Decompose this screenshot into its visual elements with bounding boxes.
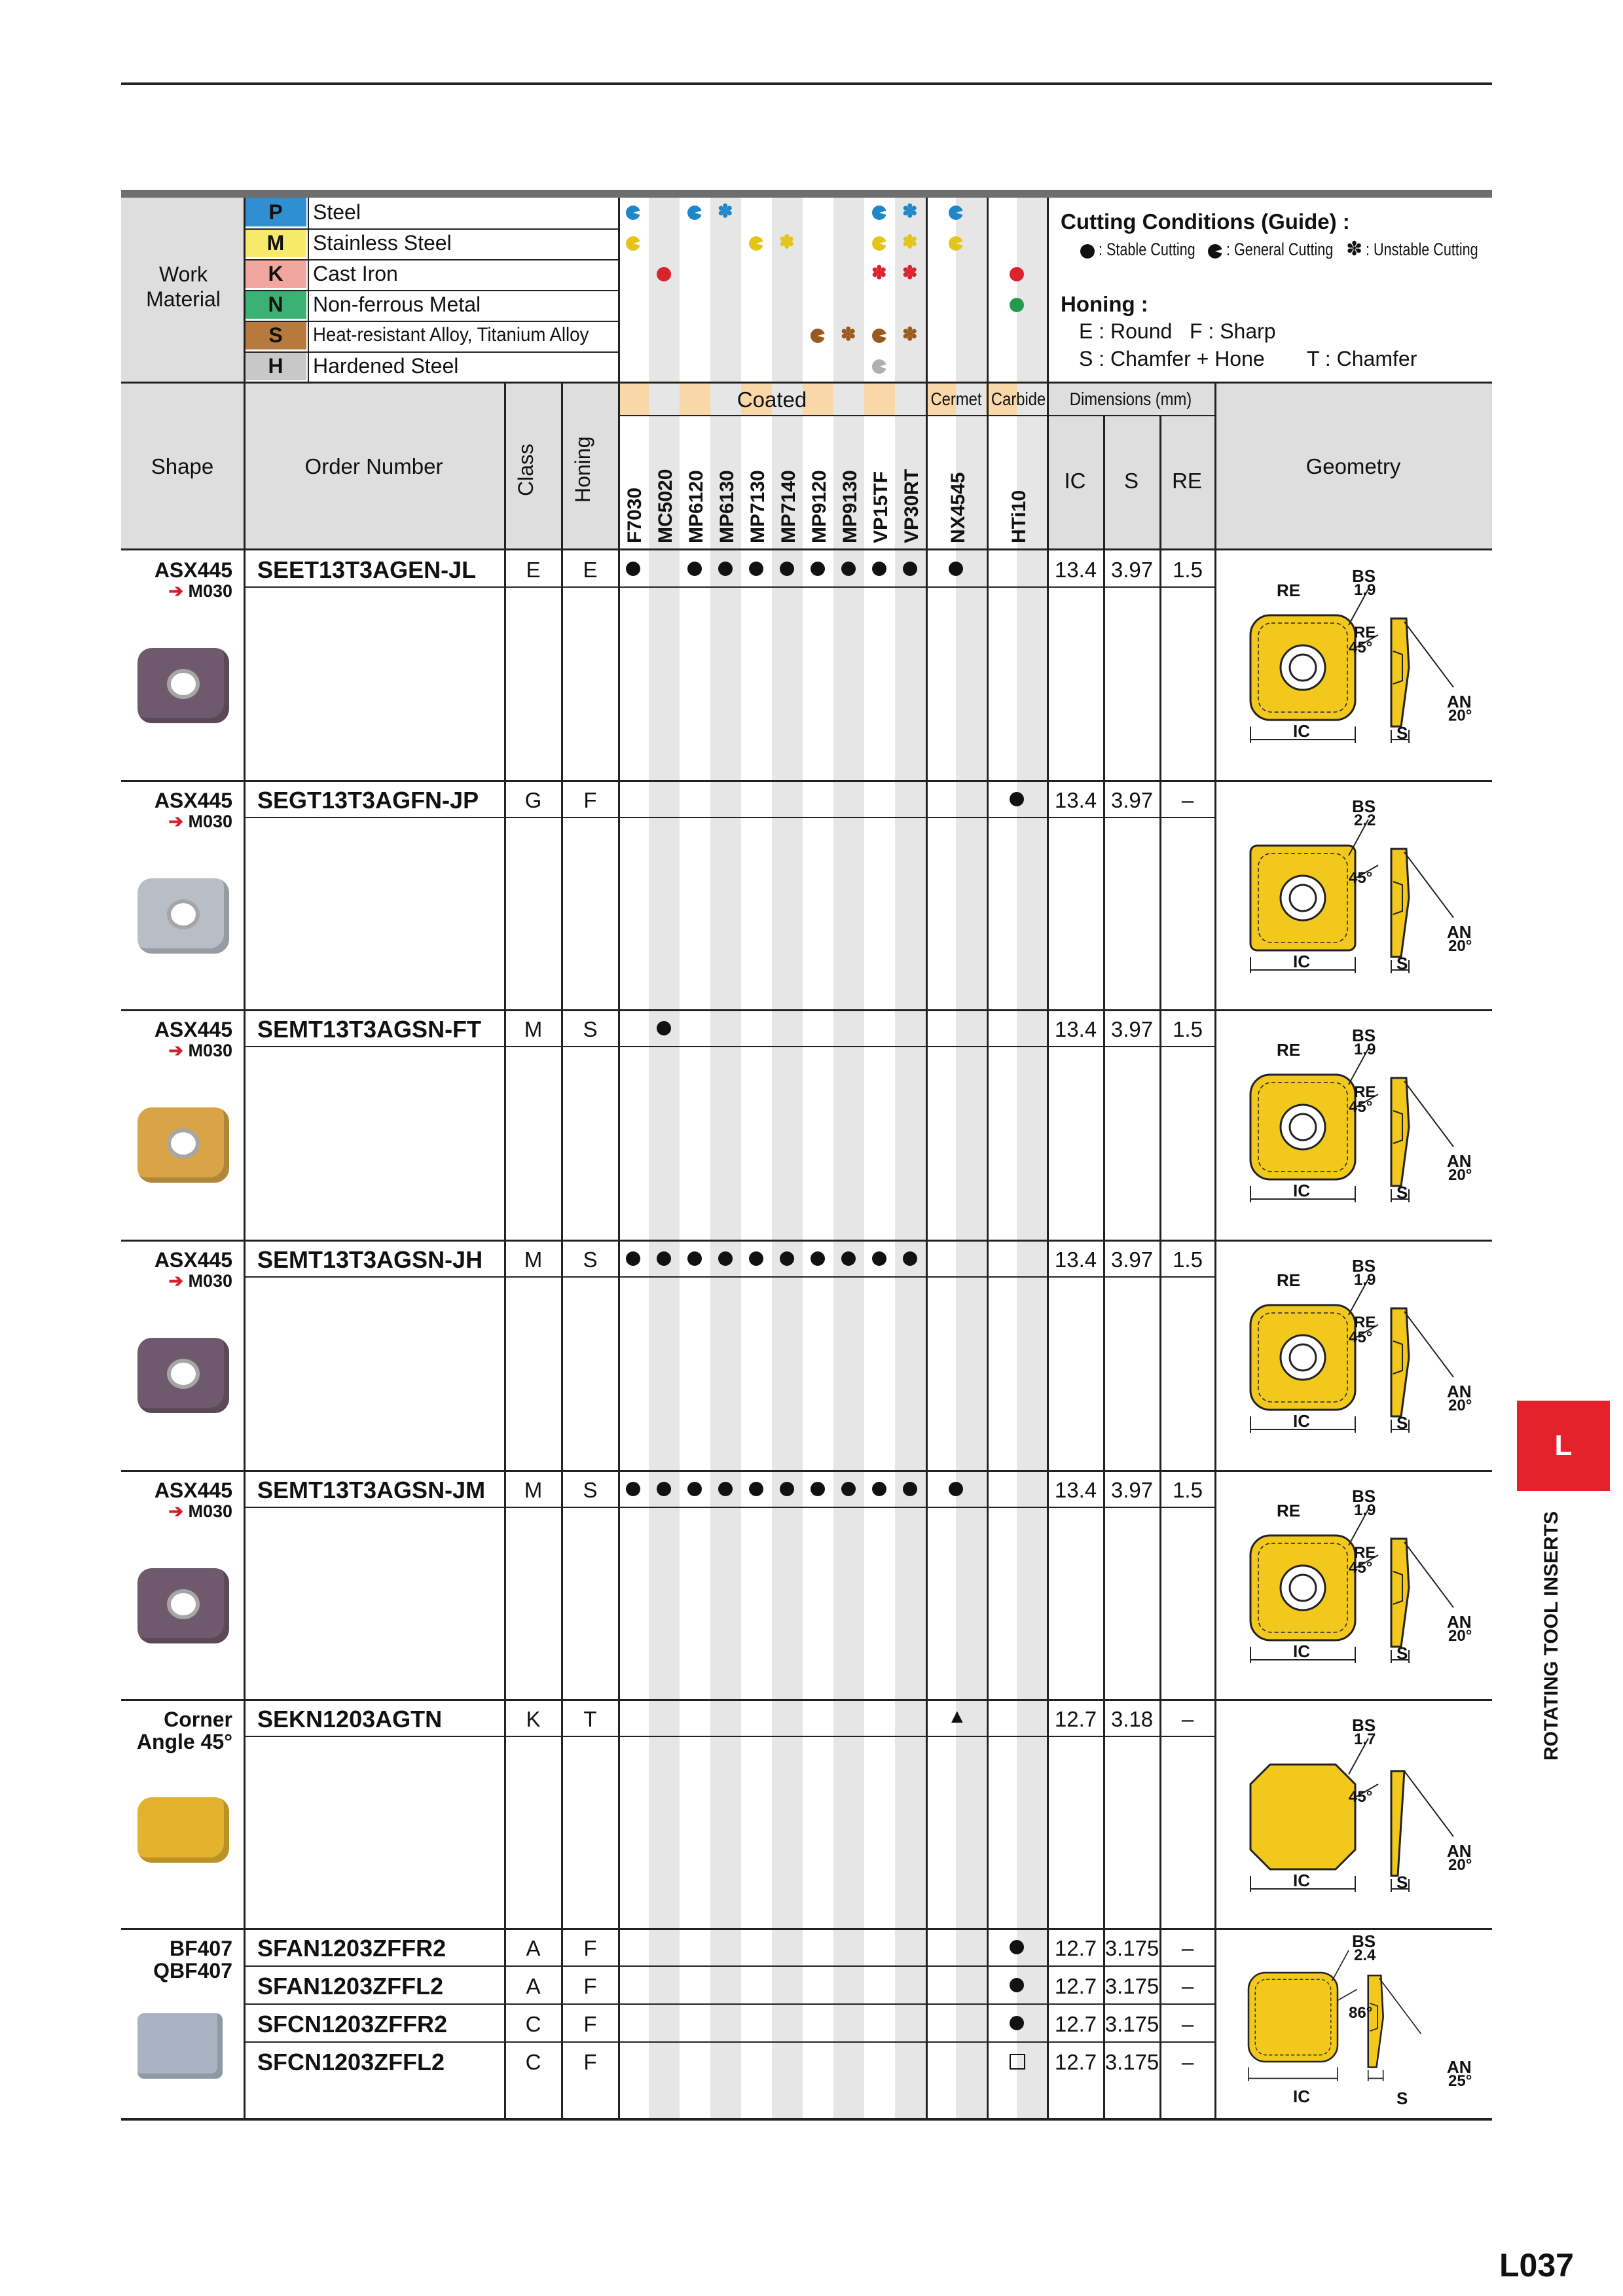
s-header: S bbox=[1123, 469, 1139, 493]
material-name: Cast Iron bbox=[313, 262, 398, 285]
s-value: 3.175 bbox=[1104, 1974, 1159, 1998]
geometry-s-label: S bbox=[1396, 1183, 1408, 1202]
geometry-ic-label: IC bbox=[1293, 1871, 1310, 1890]
unstable-cutting-mark: ✽ bbox=[718, 201, 733, 221]
shape-name: ASX445 bbox=[154, 789, 232, 812]
availability-dot bbox=[949, 562, 963, 576]
table-row bbox=[0, 1240, 1623, 1470]
ic-value: 13.4 bbox=[1054, 788, 1097, 812]
grade-name-hti10: HTi10 bbox=[1008, 490, 1030, 543]
geometry-angle-label: 45° bbox=[1349, 639, 1373, 656]
availability-dot bbox=[872, 562, 886, 576]
header-divider bbox=[121, 382, 1492, 384]
honing-value: F bbox=[583, 788, 597, 812]
geometry-angle-label: 45° bbox=[1349, 869, 1373, 887]
grade-name-vp15tf: VP15TF bbox=[870, 471, 892, 543]
availability-dot bbox=[718, 1251, 733, 1266]
geometry-header: Geometry bbox=[1305, 454, 1401, 478]
s-value: 3.97 bbox=[1110, 1478, 1154, 1502]
row-first-line bbox=[244, 586, 1214, 588]
re-value: 1.5 bbox=[1173, 1017, 1203, 1041]
availability-dot bbox=[657, 1251, 671, 1266]
subrow-line bbox=[244, 1965, 1214, 1967]
stable-cutting-mark bbox=[657, 267, 671, 281]
geometry-bs-value: 1.9 bbox=[1354, 1271, 1376, 1289]
order-number[interactable]: SEMT13T3AGSN-JM bbox=[257, 1477, 486, 1503]
reference-link[interactable] bbox=[98, 1041, 232, 1061]
class-value: M bbox=[524, 1247, 543, 1272]
unstable-cutting-mark: ✽ bbox=[902, 262, 918, 283]
grade-name-mp9130: MP9130 bbox=[839, 470, 861, 543]
order-number[interactable]: SEKN1203AGTN bbox=[257, 1706, 443, 1732]
availability-triangle: ▲ bbox=[947, 1706, 967, 1727]
reference-link[interactable] bbox=[98, 1271, 232, 1291]
availability-dot bbox=[626, 1482, 640, 1496]
grade-name-mp9120: MP9120 bbox=[809, 470, 830, 543]
geometry-drawing bbox=[1237, 1483, 1460, 1676]
geometry-bs-value: 1.9 bbox=[1354, 1501, 1376, 1519]
unstable-cutting-mark: ✽ bbox=[902, 232, 918, 252]
coated-header-bottom bbox=[618, 415, 1214, 416]
class-value: G bbox=[524, 788, 542, 812]
row-first-line bbox=[244, 1507, 1214, 1508]
availability-dot bbox=[903, 1482, 917, 1496]
availability-dot bbox=[718, 562, 733, 576]
geometry-bs-label: BS bbox=[1352, 1486, 1376, 1506]
geometry-ic-label: IC bbox=[1293, 2087, 1310, 2106]
availability-dot bbox=[780, 1251, 794, 1266]
ic-value: 13.4 bbox=[1054, 1017, 1097, 1041]
arrow-right-icon: ➔ bbox=[168, 812, 189, 831]
work-material-label: Work Material bbox=[146, 262, 221, 311]
reference-link[interactable] bbox=[98, 581, 232, 601]
page-number: L037 bbox=[1499, 2247, 1574, 2284]
geometry-ic-label: IC bbox=[1293, 1641, 1310, 1661]
ic-header: IC bbox=[1064, 469, 1086, 493]
honing-value: F bbox=[583, 1974, 597, 1998]
s-value: 3.97 bbox=[1110, 558, 1154, 582]
material-name: Hardened Steel bbox=[313, 354, 459, 378]
honing-header: Honing bbox=[571, 436, 594, 503]
order-number[interactable]: SEGT13T3AGFN-JP bbox=[257, 787, 479, 814]
order-number[interactable]: SFAN1203ZFFR2 bbox=[257, 1935, 447, 1962]
geometry-bs-value: 1.9 bbox=[1354, 581, 1376, 599]
ic-value: 12.7 bbox=[1054, 1974, 1097, 1998]
class-value: K bbox=[526, 1707, 541, 1731]
availability-dot bbox=[1010, 1978, 1024, 1992]
geometry-an-value: 25° bbox=[1448, 2072, 1472, 2090]
geometry-s-label: S bbox=[1396, 1413, 1408, 1433]
geometry-bs-label: BS bbox=[1352, 1931, 1376, 1951]
geometry-an-value: 20° bbox=[1448, 1166, 1472, 1184]
re-value: – bbox=[1181, 2050, 1194, 2074]
availability-dot bbox=[687, 562, 702, 576]
availability-dot bbox=[657, 1482, 671, 1496]
order-number[interactable]: SEMT13T3AGSN-FT bbox=[257, 1016, 482, 1043]
table-row bbox=[0, 1699, 1623, 1929]
reference-page: M030 bbox=[188, 812, 232, 831]
geometry-re-label-2: RE bbox=[1354, 1314, 1376, 1331]
order-number[interactable]: SFAN1203ZFFL2 bbox=[257, 1973, 444, 2000]
geometry-angle-label: 86° bbox=[1349, 2004, 1373, 2022]
insert-hole bbox=[167, 1128, 200, 1158]
availability-dot bbox=[780, 562, 794, 576]
geometry-bs-label: BS bbox=[1352, 797, 1376, 816]
honing-value: S bbox=[583, 1247, 598, 1272]
geometry-an-label: AN bbox=[1447, 1841, 1472, 1861]
shape-name: ASX445 bbox=[154, 1479, 232, 1502]
geometry-re-label-2: RE bbox=[1354, 1083, 1376, 1101]
ic-value: 13.4 bbox=[1054, 1247, 1097, 1272]
shape-name: ASX445 bbox=[154, 1018, 232, 1041]
insert-hole bbox=[167, 1359, 200, 1389]
availability-open-square bbox=[1010, 2054, 1025, 2070]
stable-cutting-label: : Stable Cutting bbox=[1099, 240, 1195, 259]
honing-value: E bbox=[583, 558, 598, 582]
arrow-right-icon: ➔ bbox=[168, 1501, 189, 1521]
general-cutting-mark bbox=[872, 206, 886, 220]
availability-dot bbox=[749, 562, 763, 576]
row-first-line bbox=[244, 1276, 1214, 1278]
general-cutting-icon bbox=[1208, 244, 1222, 259]
geometry-re-label: RE bbox=[1277, 1040, 1301, 1060]
geometry-s-label: S bbox=[1396, 723, 1408, 743]
stable-cutting-mark bbox=[1010, 298, 1024, 312]
geometry-bs-value: 2.2 bbox=[1354, 812, 1376, 829]
geometry-s-label: S bbox=[1396, 1643, 1408, 1663]
material-name: Steel bbox=[313, 200, 361, 224]
re-value: – bbox=[1181, 1707, 1194, 1731]
class-value: C bbox=[525, 2012, 541, 2036]
availability-dot bbox=[1010, 792, 1024, 806]
availability-dot bbox=[780, 1482, 794, 1496]
honing-legend-line2a: S : Chamfer + Hone bbox=[1079, 347, 1265, 370]
coated-header: Coated bbox=[737, 387, 807, 412]
s-value: 3.97 bbox=[1110, 1247, 1154, 1272]
geometry-drawing bbox=[1237, 793, 1460, 986]
ic-value: 12.7 bbox=[1054, 2012, 1097, 2036]
honing-value: S bbox=[583, 1017, 598, 1041]
insert-hole bbox=[167, 899, 200, 929]
reference-page: M030 bbox=[188, 581, 232, 601]
geometry-an-value: 20° bbox=[1448, 937, 1472, 955]
class-value: M bbox=[524, 1017, 543, 1041]
geometry-ic-label: IC bbox=[1293, 1411, 1310, 1431]
geometry-drawing bbox=[1237, 1928, 1427, 2092]
geometry-an-value: 20° bbox=[1448, 1397, 1472, 1414]
unstable-cutting-label: : Unstable Cutting bbox=[1366, 240, 1478, 259]
section-tab-l[interactable]: L bbox=[1517, 1401, 1610, 1491]
general-cutting-mark bbox=[872, 236, 886, 251]
geometry-re-label: RE bbox=[1277, 1270, 1301, 1290]
reference-page: M030 bbox=[188, 1501, 232, 1521]
honing-legend-line2b: T : Chamfer bbox=[1307, 347, 1417, 370]
geometry-bs-value: 2.4 bbox=[1354, 1946, 1376, 1964]
unstable-cutting-mark: ✽ bbox=[902, 201, 918, 221]
work-material-row-line bbox=[244, 321, 618, 322]
material-code-h: H bbox=[245, 351, 306, 380]
unstable-cutting-icon: ✽ bbox=[1346, 238, 1363, 260]
reference-link[interactable] bbox=[98, 812, 232, 832]
material-name: Stainless Steel bbox=[313, 231, 452, 255]
geometry-bs-value: 1.9 bbox=[1354, 1041, 1376, 1058]
geometry-bs-label: BS bbox=[1352, 1026, 1376, 1045]
geometry-re-label: RE bbox=[1277, 581, 1301, 600]
honing-legend-line1: E : Round F : Sharp bbox=[1079, 319, 1276, 343]
class-value: E bbox=[526, 558, 541, 582]
general-cutting-mark bbox=[811, 329, 825, 343]
geometry-bs-value: 1.7 bbox=[1354, 1731, 1376, 1748]
ic-value: 13.4 bbox=[1054, 1478, 1097, 1502]
work-material-row-line bbox=[244, 259, 618, 260]
geometry-bs-label: BS bbox=[1352, 566, 1376, 586]
re-value: – bbox=[1181, 2012, 1194, 2036]
work-material-row-line bbox=[244, 290, 618, 291]
s-value: 3.97 bbox=[1110, 1017, 1154, 1041]
table-row bbox=[0, 780, 1623, 1011]
cermet-header: Cermet bbox=[930, 389, 982, 409]
availability-dot bbox=[626, 562, 640, 576]
header-top-band bbox=[121, 190, 1492, 198]
availability-dot bbox=[949, 1482, 963, 1496]
re-value: – bbox=[1181, 1974, 1194, 1998]
geometry-an-label: AN bbox=[1447, 1382, 1472, 1401]
insert-photo bbox=[137, 1797, 229, 1863]
general-cutting-mark bbox=[749, 236, 763, 251]
honing-value: F bbox=[583, 2012, 597, 2036]
geometry-re-label-2: RE bbox=[1354, 1544, 1376, 1562]
arrow-right-icon: ➔ bbox=[168, 1271, 189, 1291]
s-value: 3.97 bbox=[1110, 788, 1154, 812]
order-number[interactable]: SFCN1203ZFFR2 bbox=[257, 2011, 448, 2037]
grade-name-mp7130: MP7130 bbox=[747, 470, 769, 543]
class-value: A bbox=[526, 1936, 541, 1960]
material-code-p: P bbox=[245, 198, 306, 226]
geometry-an-label: AN bbox=[1447, 2057, 1472, 2077]
material-name: Non-ferrous Metal bbox=[313, 293, 481, 316]
grade-name-mp6130: MP6130 bbox=[716, 470, 738, 543]
geometry-ic-label: IC bbox=[1293, 721, 1310, 741]
reference-page: M030 bbox=[188, 1041, 232, 1060]
class-header: Class bbox=[514, 443, 538, 496]
cutting-conditions-title: Cutting Conditions (Guide) : bbox=[1061, 209, 1350, 234]
table-row bbox=[0, 1009, 1623, 1240]
honing-value: F bbox=[583, 1936, 597, 1960]
reference-link[interactable] bbox=[98, 1501, 232, 1522]
availability-dot bbox=[718, 1482, 733, 1496]
general-cutting-mark bbox=[872, 329, 886, 343]
geometry-an-label: AN bbox=[1447, 692, 1472, 711]
row-first-line bbox=[244, 1736, 1214, 1737]
unstable-cutting-mark: ✽ bbox=[841, 324, 856, 344]
honing-value: S bbox=[583, 1478, 598, 1502]
shape-name: ASX445 bbox=[154, 1248, 232, 1272]
availability-dot bbox=[903, 1251, 917, 1266]
shape-name: BF407 QBF407 bbox=[153, 1937, 232, 1982]
order-number-header: Order Number bbox=[304, 454, 443, 478]
geometry-drawing bbox=[1237, 1712, 1460, 1905]
ic-value: 12.7 bbox=[1054, 2050, 1097, 2074]
geometry-an-value: 20° bbox=[1448, 707, 1472, 725]
honing-value: F bbox=[583, 2050, 597, 2074]
geometry-re-label: RE bbox=[1277, 1501, 1301, 1520]
class-value: C bbox=[525, 2050, 541, 2074]
subrow-line bbox=[244, 2003, 1214, 2005]
geometry-bs-label: BS bbox=[1352, 1256, 1376, 1276]
shape-name: ASX445 bbox=[154, 558, 232, 582]
row-first-line bbox=[244, 1046, 1214, 1047]
honing-value: T bbox=[583, 1707, 597, 1731]
availability-dot bbox=[687, 1251, 702, 1266]
grade-name-vp30rt: VP30RT bbox=[901, 469, 922, 543]
availability-dot bbox=[841, 1251, 856, 1266]
top-rule bbox=[121, 82, 1492, 85]
insert-hole bbox=[167, 1589, 200, 1619]
table-row bbox=[0, 1470, 1623, 1700]
geometry-bs-label: BS bbox=[1352, 1715, 1376, 1735]
general-cutting-mark bbox=[626, 236, 640, 251]
unstable-cutting-mark: ✽ bbox=[779, 232, 795, 252]
availability-dot bbox=[1010, 2016, 1024, 2030]
availability-dot bbox=[657, 1021, 671, 1035]
availability-dot bbox=[811, 1482, 825, 1496]
availability-dot bbox=[749, 1482, 763, 1496]
s-value: 3.175 bbox=[1104, 2050, 1159, 2074]
material-code-n: N bbox=[245, 290, 306, 319]
availability-dot bbox=[841, 1482, 856, 1496]
s-value: 3.175 bbox=[1104, 2012, 1159, 2036]
geometry-s-label: S bbox=[1396, 1873, 1408, 1892]
stable-cutting-icon bbox=[1080, 244, 1095, 259]
honing-legend-title: Honing : bbox=[1061, 292, 1148, 316]
general-cutting-mark bbox=[626, 206, 640, 220]
subrow-line bbox=[244, 2041, 1214, 2043]
geometry-an-label: AN bbox=[1447, 922, 1472, 942]
grade-name-mc5020: MC5020 bbox=[655, 469, 676, 543]
re-header: RE bbox=[1172, 469, 1202, 493]
table-row-group bbox=[0, 1928, 1623, 2119]
geometry-drawing bbox=[1237, 1253, 1460, 1446]
re-value: – bbox=[1181, 1936, 1194, 1960]
section-tab-label: ROTATING TOOL INSERTS bbox=[1541, 1511, 1562, 1761]
carbide-header: Carbide bbox=[991, 389, 1046, 409]
availability-dot bbox=[749, 1251, 763, 1266]
geometry-angle-label: 45° bbox=[1349, 1329, 1373, 1346]
availability-dot bbox=[1010, 1940, 1024, 1954]
geometry-angle-label: 45° bbox=[1349, 1788, 1373, 1806]
order-number[interactable]: SFCN1203ZFFL2 bbox=[257, 2049, 445, 2075]
unstable-cutting-mark: ✽ bbox=[871, 262, 887, 283]
general-cutting-label: : General Cutting bbox=[1226, 240, 1334, 259]
geometry-angle-label: 45° bbox=[1349, 1098, 1373, 1116]
stable-cutting-mark bbox=[1010, 267, 1024, 281]
geometry-drawing bbox=[1237, 563, 1460, 756]
class-value: A bbox=[526, 1974, 541, 1998]
general-cutting-mark bbox=[687, 206, 702, 220]
availability-dot bbox=[811, 1251, 825, 1266]
geometry-an-value: 20° bbox=[1448, 1856, 1472, 1874]
availability-dot bbox=[626, 1251, 640, 1266]
row-first-line bbox=[244, 817, 1214, 818]
re-value: 1.5 bbox=[1173, 1247, 1203, 1272]
grade-name-f7030: F7030 bbox=[624, 487, 646, 543]
geometry-angle-label: 45° bbox=[1349, 1559, 1373, 1577]
geometry-s-label: S bbox=[1396, 2089, 1408, 2108]
availability-dot bbox=[872, 1251, 886, 1266]
geometry-drawing bbox=[1237, 1022, 1460, 1215]
work-material-code-divider bbox=[308, 198, 309, 383]
arrow-right-icon: ➔ bbox=[168, 581, 189, 601]
material-code-m: M bbox=[245, 228, 306, 257]
class-value: M bbox=[524, 1478, 543, 1502]
material-code-k: K bbox=[245, 259, 306, 288]
geometry-an-value: 20° bbox=[1448, 1627, 1472, 1645]
geometry-an-label: AN bbox=[1447, 1612, 1472, 1632]
geometry-s-label: S bbox=[1396, 954, 1408, 973]
ic-value: 13.4 bbox=[1054, 558, 1097, 582]
material-code-s: S bbox=[245, 321, 306, 350]
insert-photo bbox=[137, 2013, 223, 2079]
order-number[interactable]: SEET13T3AGEN-JL bbox=[257, 556, 477, 583]
grade-name-mp7140: MP7140 bbox=[778, 470, 799, 543]
re-value: 1.5 bbox=[1173, 558, 1203, 582]
re-value: 1.5 bbox=[1173, 1478, 1203, 1502]
reference-page: M030 bbox=[188, 1271, 232, 1291]
grade-name-mp6120: MP6120 bbox=[685, 470, 707, 543]
geometry-an-label: AN bbox=[1447, 1151, 1472, 1171]
order-number[interactable]: SEMT13T3AGSN-JH bbox=[257, 1246, 483, 1273]
work-material-row-line bbox=[244, 351, 618, 353]
geometry-ic-label: IC bbox=[1293, 952, 1310, 971]
general-cutting-mark bbox=[872, 359, 886, 374]
s-value: 3.18 bbox=[1110, 1707, 1154, 1731]
availability-dot bbox=[841, 562, 856, 576]
ic-value: 12.7 bbox=[1054, 1707, 1097, 1731]
geometry-re-label-2: RE bbox=[1354, 624, 1376, 641]
table-row bbox=[0, 550, 1623, 780]
geometry-ic-label: IC bbox=[1293, 1181, 1310, 1200]
availability-dot bbox=[811, 562, 825, 576]
arrow-right-icon: ➔ bbox=[168, 1041, 189, 1060]
availability-dot bbox=[903, 562, 917, 576]
dimensions-header: Dimensions (mm) bbox=[1069, 389, 1192, 409]
material-name: Heat-resistant Alloy, Titanium Alloy bbox=[313, 324, 589, 346]
shape-name: Corner Angle 45° bbox=[136, 1708, 232, 1753]
availability-dot bbox=[687, 1482, 702, 1496]
s-value: 3.175 bbox=[1104, 1936, 1159, 1960]
insert-hole bbox=[167, 669, 200, 699]
work-material-row-line bbox=[244, 228, 618, 230]
grade-name-nx4545: NX4545 bbox=[947, 472, 969, 543]
ic-value: 12.7 bbox=[1054, 1936, 1097, 1960]
shape-header: Shape bbox=[151, 454, 214, 478]
unstable-cutting-mark: ✽ bbox=[902, 324, 918, 344]
re-value: – bbox=[1181, 788, 1194, 812]
availability-dot bbox=[872, 1482, 886, 1496]
